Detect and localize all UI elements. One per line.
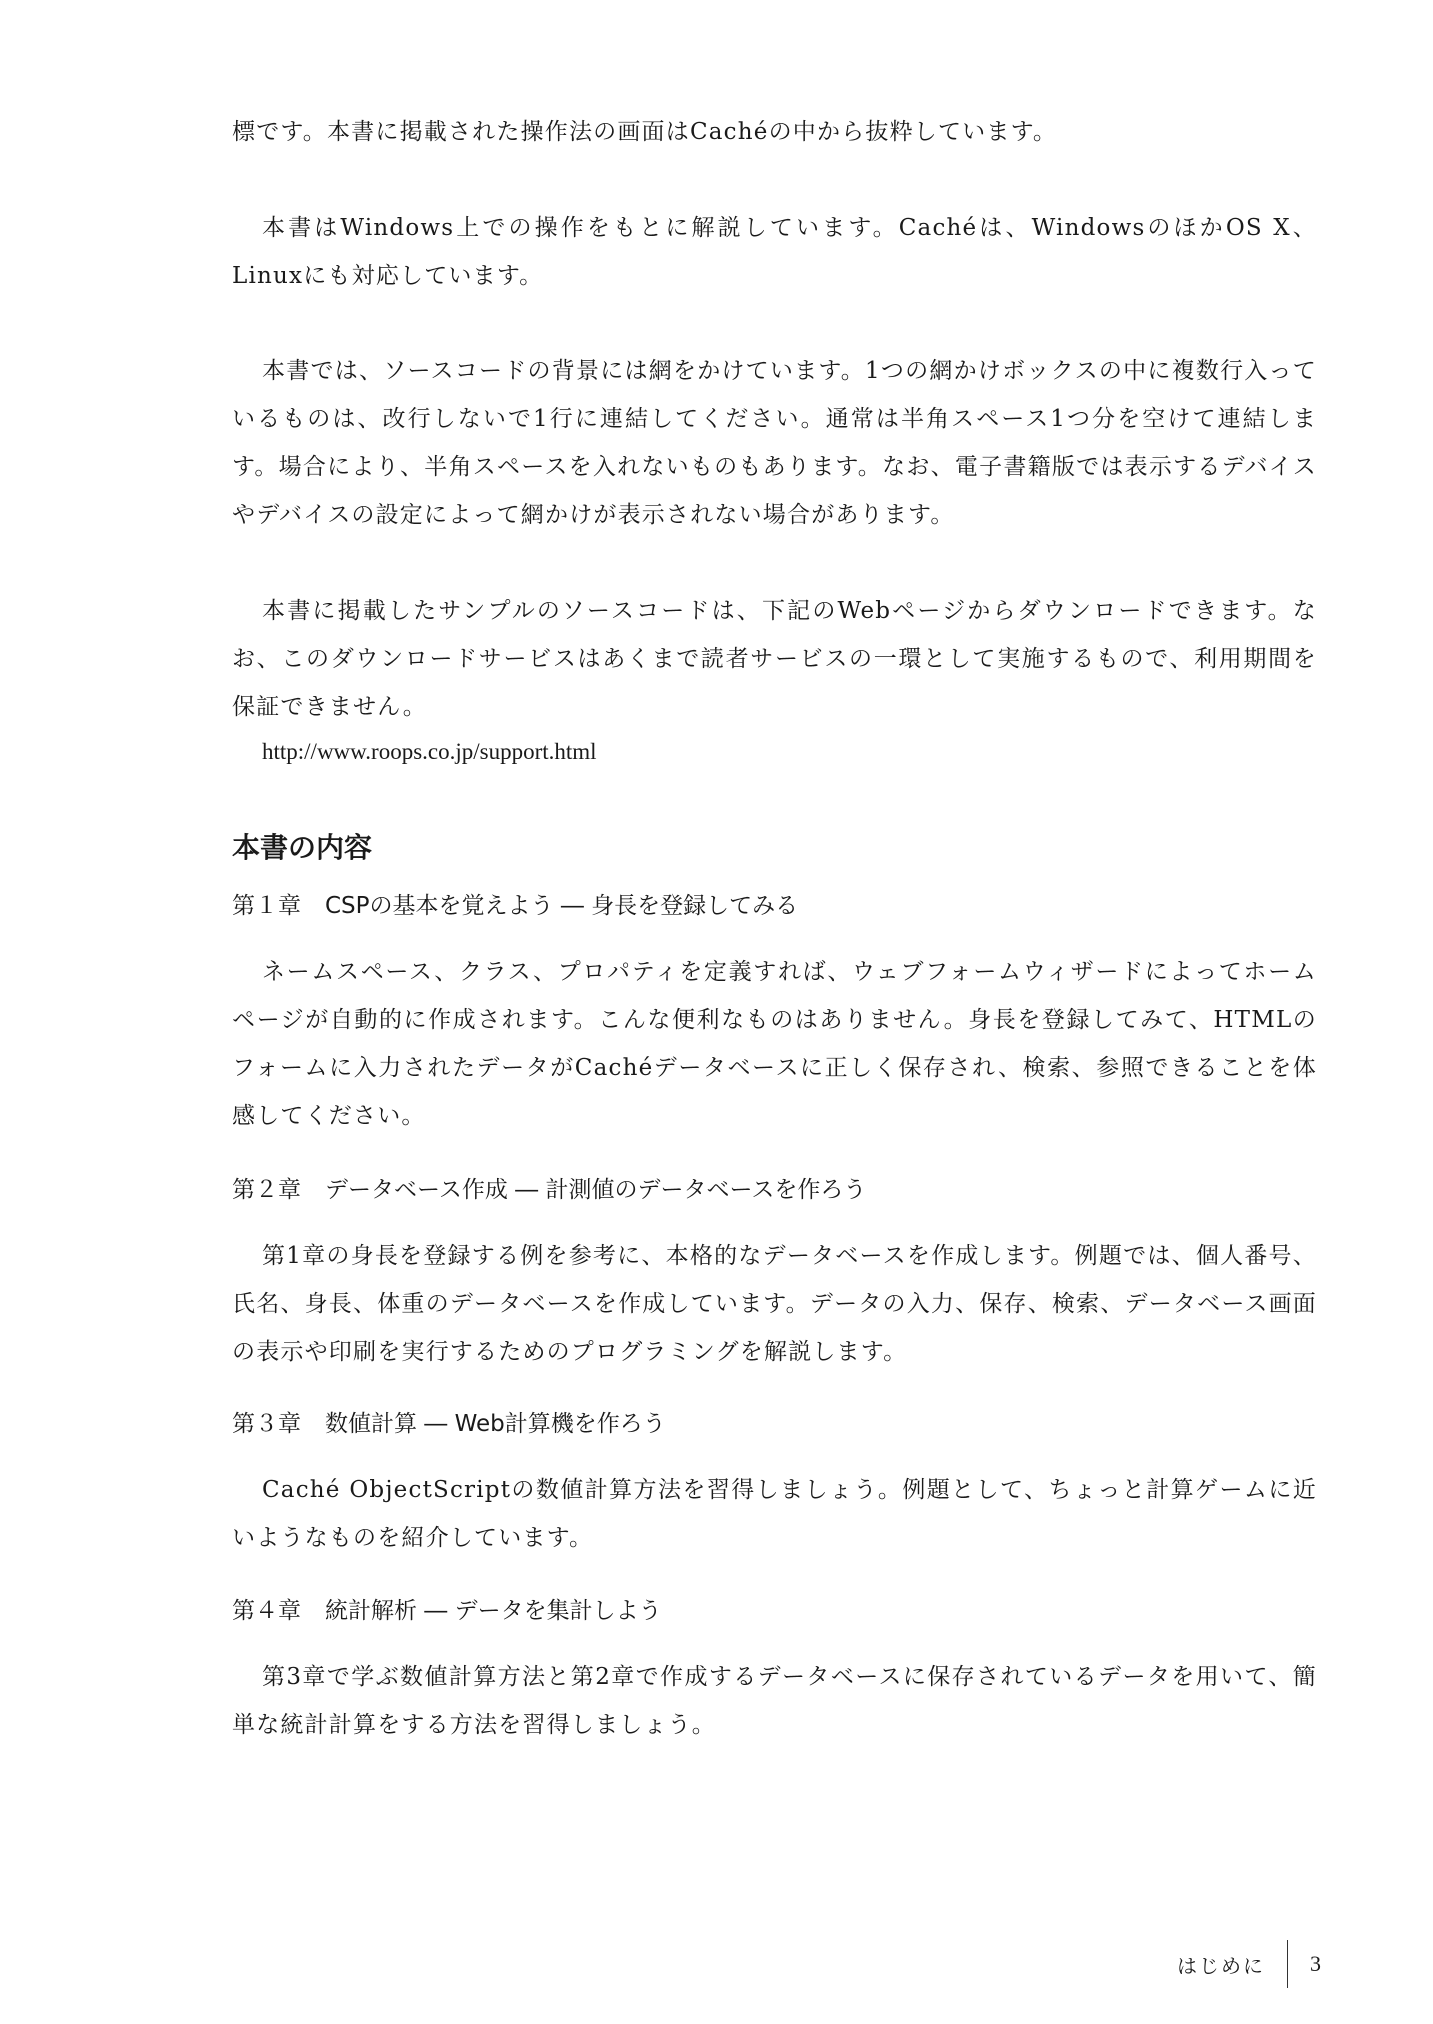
footer-section-label: はじめに [1177,1953,1265,1978]
chapter-4-number: 第４章 [232,1598,301,1624]
paragraph-download: 本書に掲載したサンプルのソースコードは、下記のWebページからダウンロードできます。なお、このダウンロードサービスはあくまで読者サービスの一環として実施するもので、利用期間を保証できません。 [232,598,1317,720]
chapter-1-heading [232,888,798,924]
paragraph-continuation: 標です。本書に掲載された操作法の画面はCachéの中から抜粋しています。 [232,119,1058,145]
chapter-2-title: データベース作成 ― 計測値のデータベースを作ろう [325,1177,867,1203]
chapter-4-title: 統計解析 ― データを集計しよう [325,1598,662,1624]
chapter-4-description: 第3章で学ぶ数値計算方法と第2章で作成するデータベースに保存されているデータを用いて、簡単な統計計算をする方法を習得しましょう。 [232,1664,1317,1738]
chapter-3-title: 数値計算 ― Web計算機を作ろう [325,1411,666,1437]
chapter-2-number: 第２章 [232,1177,301,1203]
chapter-2-heading [232,1172,866,1208]
page-number: 3 [1310,1951,1321,1976]
chapter-1-number: 第１章 [232,893,301,919]
chapter-1-title: CSPの基本を覚えよう ― 身長を登録してみる [325,893,799,919]
paragraph-source-shading: 本書では、ソースコードの背景には網をかけています。1つの網かけボックスの中に複数行入っているものは、改行しないで1行に連結してください。通常は半角スペース1つ分を空けて連結します。場合により、半角スペースを入れないものもあります。なお、電子書籍版では表示するデバイスやデバイスの設定によって網かけが表示されない場合があります。 [232,358,1317,528]
chapter-3-description: Caché ObjectScriptの数値計算方法を習得しましょう。例題として、ちょっと計算ゲームに近いようなものを紹介しています。 [232,1477,1317,1551]
chapter-1-description: ネームスペース、クラス、プロパティを定義すれば、ウェブフォームウィザードによってホームページが自動的に作成されます。こんな便利なものはありません。身長を登録してみて、HTMLのフォームに入力されたデータがCachéデータベースに正しく保存され、検索、参照できることを体感してください。 [232,959,1317,1129]
support-url[interactable]: http://www.roops.co.jp/support.html [262,739,597,764]
chapter-3-heading [232,1406,666,1442]
footer-divider [1287,1940,1288,1988]
page-footer [1177,1940,1321,1988]
contents-heading: 本書の内容 [232,831,373,864]
chapter-4-heading [232,1593,662,1629]
chapter-3-number: 第３章 [232,1411,301,1437]
chapter-2-description: 第1章の身長を登録する例を参考に、本格的なデータベースを作成します。例題では、個人番号、氏名、身長、体重のデータベースを作成しています。データの入力、保存、検索、データベース画面の表示や印刷を実行するためのプログラミングを解説します。 [232,1243,1317,1365]
paragraph-platform: 本書はWindows上での操作をもとに解説しています。Cachéは、WindowsのほかOS X、Linuxにも対応しています。 [232,215,1317,289]
